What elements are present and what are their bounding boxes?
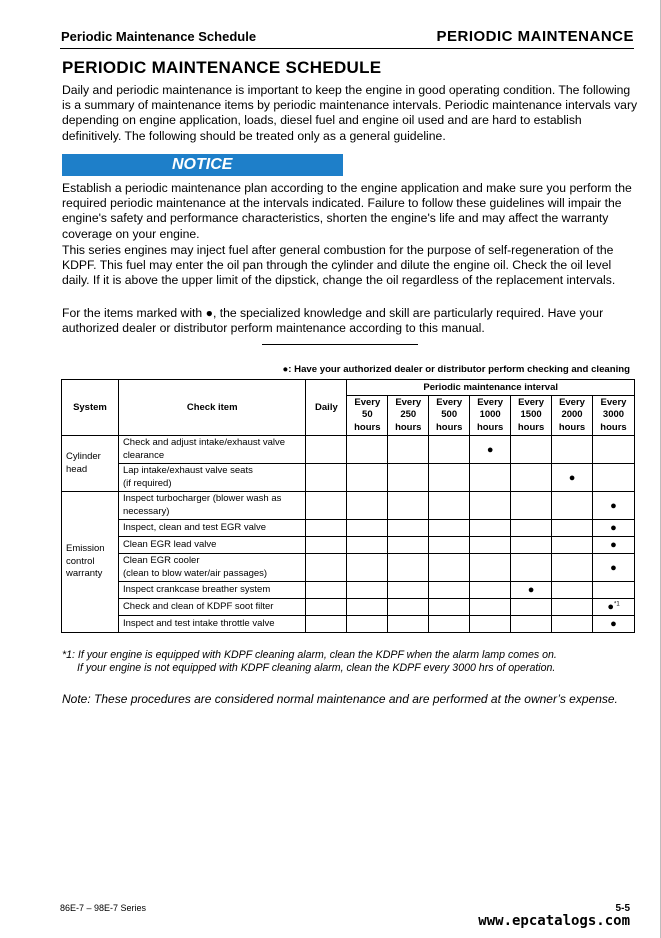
interval-header-unit: hours xyxy=(395,421,422,433)
interval-header-unit: hours xyxy=(354,421,381,433)
check-item-line: clearance xyxy=(122,449,165,461)
interval-header-unit: hours xyxy=(558,421,586,433)
interval-cell xyxy=(429,436,470,464)
watermark-url: www.epcatalogs.com xyxy=(478,913,630,929)
interval-header xyxy=(388,396,429,436)
check-item-line: Clean EGR lead valve xyxy=(122,538,217,550)
interval-cell xyxy=(347,616,388,633)
daily-cell xyxy=(306,492,347,520)
interval-cell xyxy=(347,554,388,582)
interval-cell xyxy=(388,554,429,582)
footnote-reference: *1 xyxy=(613,601,620,608)
interval-cell xyxy=(552,492,593,520)
interval-cell xyxy=(470,537,511,554)
table-row xyxy=(62,599,635,616)
table-row xyxy=(62,582,635,599)
footer-series: 86E-7 – 98E-7 Series xyxy=(60,903,147,913)
dealer-required-mark-icon: ● xyxy=(610,561,617,574)
interval-header-num: 250 xyxy=(400,409,417,421)
interval-cell xyxy=(511,599,552,616)
check-item-line: Inspect, clean and test EGR valve xyxy=(122,521,267,533)
interval-header-num: 50 xyxy=(362,409,373,421)
interval-cell xyxy=(429,599,470,616)
running-header xyxy=(60,28,634,49)
daily-cell xyxy=(306,464,347,492)
interval-cell xyxy=(511,582,552,599)
table-row xyxy=(62,520,635,537)
header-chapter-title: PERIODIC MAINTENANCE xyxy=(436,28,634,45)
check-item-cell xyxy=(118,616,306,633)
system-cell-line: Cylinder xyxy=(66,451,101,462)
intro-paragraph: Daily and periodic maintenance is important to keep the engine in good operating condition. The following is a summary of maintenance items by periodic maintenance intervals. Periodic maintenance intervals vary depending on engine application, loads, diesel fuel and engine oil used and are hard to establish definitively. The following should be treated only as a general guideline. xyxy=(62,83,638,143)
interval-header-every: Every xyxy=(477,396,504,408)
interval-cell xyxy=(511,436,552,464)
footnote-line-2: If your engine is not equipped with KDPF cleaning alarm, clean the KDPF every 3000 hrs of operation. xyxy=(77,662,556,674)
check-item-line: Check and adjust intake/exhaust valve xyxy=(122,437,286,448)
maintenance-schedule-table xyxy=(61,379,635,633)
table-row xyxy=(62,554,635,582)
check-item-cell xyxy=(118,492,306,520)
interval-cell xyxy=(552,616,593,633)
interval-header-num: 3000 xyxy=(602,409,625,421)
interval-header-every: Every xyxy=(559,396,585,408)
check-item-line: Inspect turbocharger (blower wash as xyxy=(122,493,282,504)
interval-cell xyxy=(552,464,593,492)
check-item-cell xyxy=(118,537,306,554)
interval-header-every: Every xyxy=(354,396,381,408)
interval-cell xyxy=(592,599,634,616)
daily-cell xyxy=(306,616,347,633)
notice-paragraph-1: Establish a periodic maintenance plan according to the engine application and make sure you perform the required periodic maintenance at the intervals indicated. Failure to follow these guidelines will impair the engine's safety and performance characteristics, shorten the engine's life and may affect the warranty coverage on your engine. xyxy=(62,181,632,241)
interval-cell xyxy=(592,436,634,464)
check-item-column-header: Check item xyxy=(118,380,306,436)
interval-cell xyxy=(429,464,470,492)
page-title: PERIODIC MAINTENANCE SCHEDULE xyxy=(62,58,382,77)
interval-cell xyxy=(470,616,511,633)
interval-cell xyxy=(592,582,634,599)
check-item-line: Check and clean of KDPF soot filter xyxy=(122,600,274,612)
check-item-line: (if required) xyxy=(122,477,172,489)
interval-header-every: Every xyxy=(600,396,627,408)
dealer-required-mark-icon: ● xyxy=(610,522,617,534)
interval-cell xyxy=(470,520,511,537)
footnote xyxy=(62,649,557,675)
interval-cell xyxy=(429,616,470,633)
interval-cell xyxy=(552,436,593,464)
daily-cell xyxy=(306,599,347,616)
table-row xyxy=(62,436,635,464)
interval-header-every: Every xyxy=(395,396,422,408)
interval-cell xyxy=(470,554,511,582)
interval-cell xyxy=(511,537,552,554)
check-item-cell xyxy=(118,520,306,537)
system-cell-line: Emission xyxy=(66,543,105,555)
check-item-line: Clean EGR cooler xyxy=(122,555,200,566)
interval-header xyxy=(470,396,511,436)
system-cell-line: control xyxy=(66,555,95,567)
interval-header-unit: hours xyxy=(476,421,504,433)
interval-cell xyxy=(429,492,470,520)
interval-cell xyxy=(592,520,634,537)
check-item-cell xyxy=(118,436,306,464)
interval-header xyxy=(511,396,552,436)
notice-paragraph-3: For the items marked with ●, the specialized knowledge and skill are particularly required. Have your authorized dealer or distributor perform maintenance according to this manual. xyxy=(62,306,604,336)
interval-cell xyxy=(592,492,634,520)
notice-banner xyxy=(62,154,343,176)
interval-cell xyxy=(592,537,634,554)
interval-cell xyxy=(511,492,552,520)
interval-cell xyxy=(388,520,429,537)
interval-cell xyxy=(511,520,552,537)
check-item-line: necessary) xyxy=(122,505,170,517)
daily-cell xyxy=(306,537,347,554)
interval-cell xyxy=(552,599,593,616)
interval-header-num: 2000 xyxy=(561,409,583,421)
daily-column-header: Daily xyxy=(306,380,347,436)
interval-header-unit: hours xyxy=(600,421,627,433)
daily-cell xyxy=(306,436,347,464)
interval-cell xyxy=(470,464,511,492)
interval-cell xyxy=(511,616,552,633)
dealer-required-mark-icon: ● xyxy=(568,471,576,484)
separator-line xyxy=(262,344,418,345)
interval-cell xyxy=(429,537,470,554)
dealer-required-mark-icon: ● xyxy=(607,601,614,613)
system-column-header: System xyxy=(62,380,119,436)
system-cell xyxy=(62,492,119,633)
check-item-cell xyxy=(118,599,306,616)
footer-page-number: 5-5 xyxy=(615,903,630,914)
interval-header xyxy=(429,396,470,436)
interval-cell xyxy=(429,520,470,537)
interval-header-unit: hours xyxy=(436,421,463,433)
interval-header-unit: hours xyxy=(517,421,545,433)
interval-group-header: Periodic maintenance interval xyxy=(347,380,635,396)
interval-header-num: 1000 xyxy=(479,409,501,421)
interval-cell xyxy=(347,464,388,492)
interval-header xyxy=(592,396,634,436)
check-item-line: Inspect and test intake throttle valve xyxy=(122,617,275,629)
interval-cell xyxy=(470,436,511,464)
check-item-line: Inspect crankcase breather system xyxy=(122,583,271,595)
interval-cell xyxy=(347,436,388,464)
daily-cell xyxy=(306,520,347,537)
check-item-cell xyxy=(118,554,306,582)
interval-header-every: Every xyxy=(436,396,463,408)
dealer-required-mark-icon: ● xyxy=(610,499,617,512)
check-item-cell xyxy=(118,464,306,492)
system-cell xyxy=(62,436,119,492)
interval-cell xyxy=(388,436,429,464)
interval-cell xyxy=(592,554,634,582)
interval-header-num: 1500 xyxy=(520,409,542,421)
notice-paragraph-2: This series engines may inject fuel after general combustion for the purpose of self-regeneration of the KDPF. This fuel may enter the oil pan through the cylinder and dilute the engine oil. Check the oil level daily. If it is above the upper limit of the dipstick, change the oil regardless of the replacement intervals. xyxy=(62,243,616,288)
interval-cell xyxy=(388,537,429,554)
interval-cell xyxy=(470,599,511,616)
table-row xyxy=(62,537,635,554)
interval-cell xyxy=(388,464,429,492)
check-item-line: (clean to blow water/air passages) xyxy=(122,567,268,579)
interval-cell xyxy=(511,464,552,492)
daily-cell xyxy=(306,554,347,582)
interval-cell xyxy=(552,582,593,599)
notice-label: NOTICE xyxy=(172,156,233,173)
check-item-cell xyxy=(118,582,306,599)
interval-cell xyxy=(347,492,388,520)
interval-cell xyxy=(552,554,593,582)
dealer-required-mark-icon: ● xyxy=(610,618,617,630)
system-cell-line: head xyxy=(66,463,88,475)
interval-cell xyxy=(347,599,388,616)
interval-cell xyxy=(470,492,511,520)
interval-cell xyxy=(592,616,634,633)
interval-cell xyxy=(347,520,388,537)
interval-cell xyxy=(388,616,429,633)
interval-header-every: Every xyxy=(518,396,545,408)
interval-header xyxy=(347,396,388,436)
system-cell-line: warranty xyxy=(66,568,103,580)
header-section-title: Periodic Maintenance Schedule xyxy=(61,29,257,44)
interval-cell xyxy=(388,599,429,616)
interval-cell xyxy=(511,554,552,582)
interval-cell xyxy=(552,537,593,554)
interval-cell xyxy=(429,554,470,582)
table-legend: ●: Have your authorized dealer or distributor perform checking and cleaning xyxy=(282,364,630,375)
interval-cell xyxy=(388,492,429,520)
interval-header xyxy=(552,396,593,436)
daily-cell xyxy=(306,582,347,599)
expense-note: Note: These procedures are considered normal maintenance and are performed at the owner’s expense. xyxy=(62,692,618,706)
check-item-line: Lap intake/exhaust valve seats xyxy=(122,465,253,476)
interval-cell xyxy=(470,582,511,599)
interval-cell xyxy=(552,520,593,537)
dealer-required-mark-icon: ● xyxy=(486,443,494,456)
dealer-required-mark-icon: ● xyxy=(527,584,535,596)
interval-cell xyxy=(388,582,429,599)
interval-cell xyxy=(429,582,470,599)
interval-header-num: 500 xyxy=(441,409,458,421)
interval-cell xyxy=(592,464,634,492)
table-row xyxy=(62,464,635,492)
footnote-line-1: *1: If your engine is equipped with KDPF cleaning alarm, clean the KDPF when the alarm lamp comes on. xyxy=(62,649,557,661)
interval-cell xyxy=(347,582,388,599)
table-row xyxy=(62,616,635,633)
table-row xyxy=(62,492,635,520)
dealer-required-mark-icon: ● xyxy=(610,539,617,551)
interval-cell xyxy=(347,537,388,554)
